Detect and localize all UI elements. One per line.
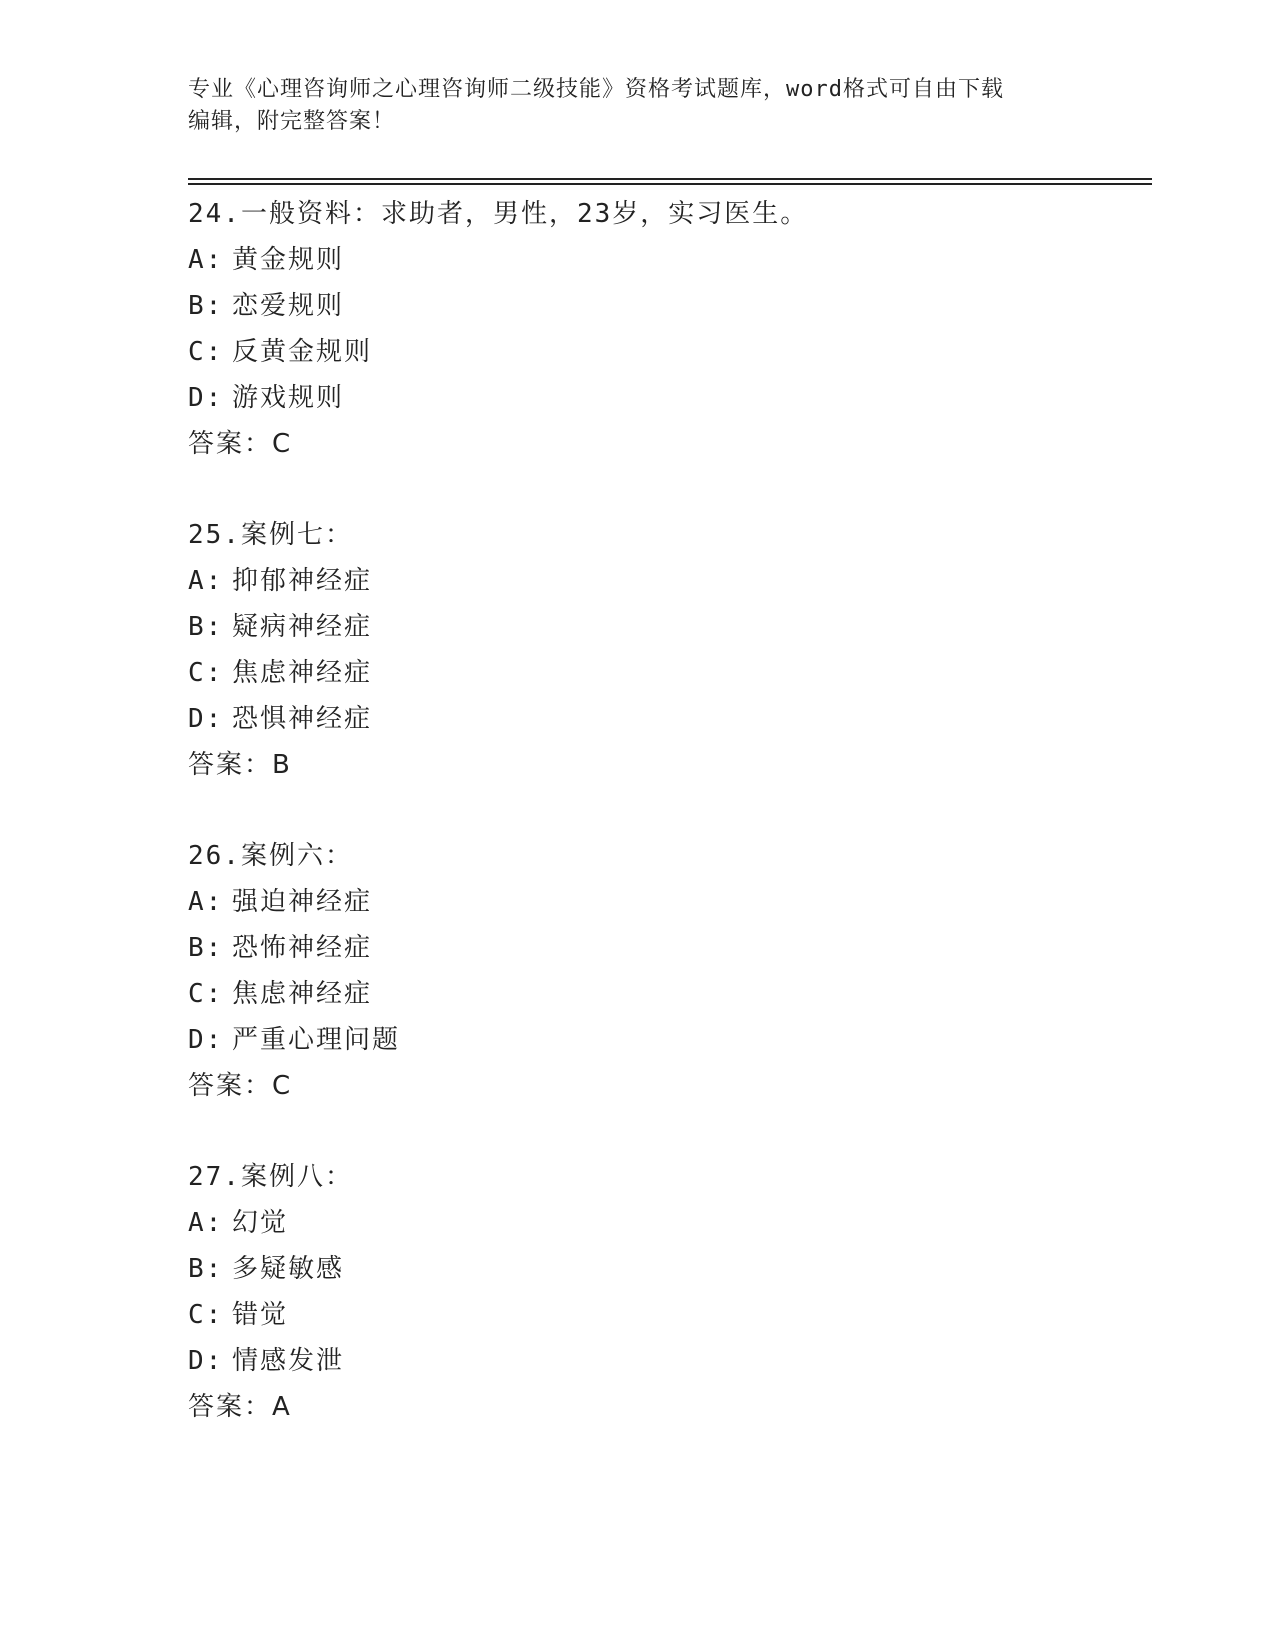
option-b xyxy=(188,283,1152,329)
option-text: 恐怖神经症 xyxy=(232,933,373,963)
option-key: C: xyxy=(188,658,224,688)
document-header xyxy=(188,74,1088,138)
option-text: 强迫神经症 xyxy=(232,887,373,917)
option-text: 情感发泄 xyxy=(232,1346,345,1376)
option-text: 恋爱规则 xyxy=(232,291,345,321)
option-key: A: xyxy=(188,245,224,275)
option-a xyxy=(188,879,1152,925)
question-item xyxy=(188,833,1152,1109)
option-b xyxy=(188,604,1152,650)
option-d xyxy=(188,1338,1152,1384)
option-c xyxy=(188,650,1152,696)
option-key: C: xyxy=(188,1300,224,1330)
option-text: 焦虑神经症 xyxy=(232,979,373,1009)
question-stem: 27.案例八： xyxy=(188,1162,353,1192)
option-b xyxy=(188,925,1152,971)
option-key: A: xyxy=(188,566,224,596)
option-c xyxy=(188,1292,1152,1338)
option-key: A: xyxy=(188,1208,224,1238)
header-line-1: 专业《心理咨询师之心理咨询师二级技能》资格考试题库，word格式可自由下载 xyxy=(188,77,1004,102)
option-text: 疑病神经症 xyxy=(232,612,373,642)
answer-line: 答案：C xyxy=(188,1071,293,1101)
question-stem: 24.一般资料：求助者，男性，23岁，实习医生。 xyxy=(188,199,809,229)
option-key: B: xyxy=(188,933,224,963)
option-text: 游戏规则 xyxy=(232,383,345,413)
option-text: 错觉 xyxy=(232,1300,289,1330)
option-key: C: xyxy=(188,979,224,1009)
option-c xyxy=(188,971,1152,1017)
question-stem: 25.案例七： xyxy=(188,520,353,550)
question-item xyxy=(188,1154,1152,1430)
option-text: 多疑敏感 xyxy=(232,1254,345,1284)
option-key: D: xyxy=(188,1025,224,1055)
option-text: 抑郁神经症 xyxy=(232,566,373,596)
option-d xyxy=(188,1017,1152,1063)
answer-line: 答案：A xyxy=(188,1392,292,1422)
option-key: B: xyxy=(188,612,224,642)
question-stem: 26.案例六： xyxy=(188,841,353,871)
option-key: D: xyxy=(188,1346,224,1376)
option-text: 焦虑神经症 xyxy=(232,658,373,688)
option-text: 恐惧神经症 xyxy=(232,704,373,734)
option-key: D: xyxy=(188,704,224,734)
option-text: 黄金规则 xyxy=(232,245,345,275)
header-line-2: 编辑，附完整答案！ xyxy=(188,109,396,134)
header-divider-bottom xyxy=(188,183,1152,185)
option-key: D: xyxy=(188,383,224,413)
option-a xyxy=(188,558,1152,604)
option-text: 幻觉 xyxy=(232,1208,289,1238)
header-divider-top xyxy=(188,178,1152,180)
option-key: C: xyxy=(188,337,224,367)
question-list xyxy=(188,191,1152,1475)
option-d xyxy=(188,696,1152,742)
option-key: B: xyxy=(188,291,224,321)
option-a xyxy=(188,237,1152,283)
question-item xyxy=(188,191,1152,467)
answer-line: 答案：B xyxy=(188,750,292,780)
option-d xyxy=(188,375,1152,421)
option-text: 反黄金规则 xyxy=(232,337,373,367)
question-item xyxy=(188,512,1152,788)
option-b xyxy=(188,1246,1152,1292)
option-key: B: xyxy=(188,1254,224,1284)
option-text: 严重心理问题 xyxy=(232,1025,401,1055)
option-a xyxy=(188,1200,1152,1246)
answer-line: 答案：C xyxy=(188,429,293,459)
option-c xyxy=(188,329,1152,375)
option-key: A: xyxy=(188,887,224,917)
